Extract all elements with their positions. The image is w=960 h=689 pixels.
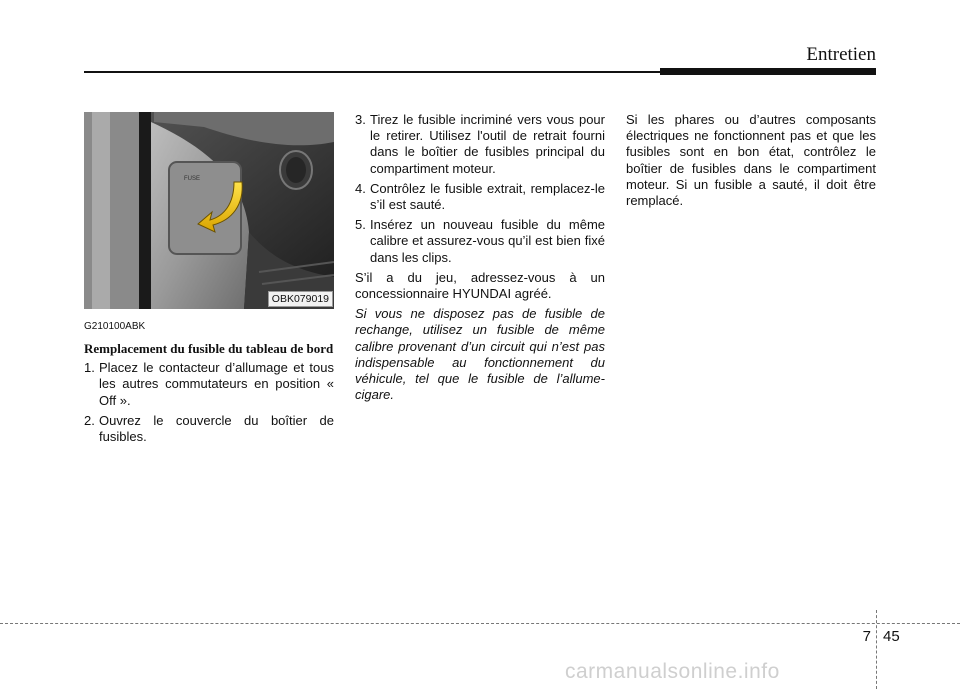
list-item: 5. Insérez un nouveau fusible du même calibre et assurez-vous qu’il est bien fixé dans les clips. — [355, 217, 605, 265]
footer-divider — [876, 610, 877, 689]
section-code: G210100ABK — [84, 321, 146, 332]
watermark-text: carmanualsonline.info — [565, 660, 780, 683]
list-item: 1. Placez le contacteur d’allumage et tous les autres commutateurs en position « Off ». — [84, 360, 334, 408]
list-item: 4. Contrôlez le fusible extrait, remplacez-le s’il est sauté. — [355, 180, 605, 213]
dashboard-illustration — [84, 112, 334, 309]
column-left — [84, 112, 334, 449]
list-item: 3. Tirez le fusible incriminé vers vous pour le retirer. Utilisez l'outil de retrait fourni dans le boîtier de fusibles principal du compartiment moteur. — [355, 112, 605, 176]
column-middle — [355, 112, 605, 407]
section-title: Remplacement du fusible du tableau de bord — [84, 341, 334, 357]
chapter-number: 7 — [862, 628, 871, 645]
spare-fuse-note: Si vous ne disposez pas de fusible de rechange, utilisez un fusible de même calibre provenant d’un circuit qui n’est pas indispensable au fonctionnement du véhicule, tel que le fusible de l’allume-cigare. — [355, 306, 605, 403]
figure-label: OBK079019 — [268, 291, 333, 307]
engine-compartment-paragraph: Si les phares ou d’autres composants électriques ne fonctionnent pas et que les fusibles sont en bon état, contrôlez le boîtier de fusibles dans le compartiment moteur. Si un fusible a sauté, il doit être remplacé. — [626, 112, 876, 209]
header-rule — [84, 71, 660, 73]
column-right — [626, 112, 876, 213]
fuse-cover-photo — [84, 112, 334, 309]
fuse-cover-text: FUSE — [184, 176, 201, 182]
page-number: 45 — [883, 628, 900, 645]
footer-rule — [0, 623, 960, 624]
page-header-title: Entretien — [806, 44, 876, 65]
header-bar — [660, 68, 876, 75]
list-item: 2. Ouvrez le couvercle du boîtier de fusibles. — [84, 412, 334, 445]
steps-list-part-2 — [355, 112, 605, 266]
dealer-paragraph: S’il a du jeu, adressez-vous à un concessionnaire HYUNDAI agréé. — [355, 269, 605, 302]
steps-list-part-1 — [84, 360, 334, 445]
